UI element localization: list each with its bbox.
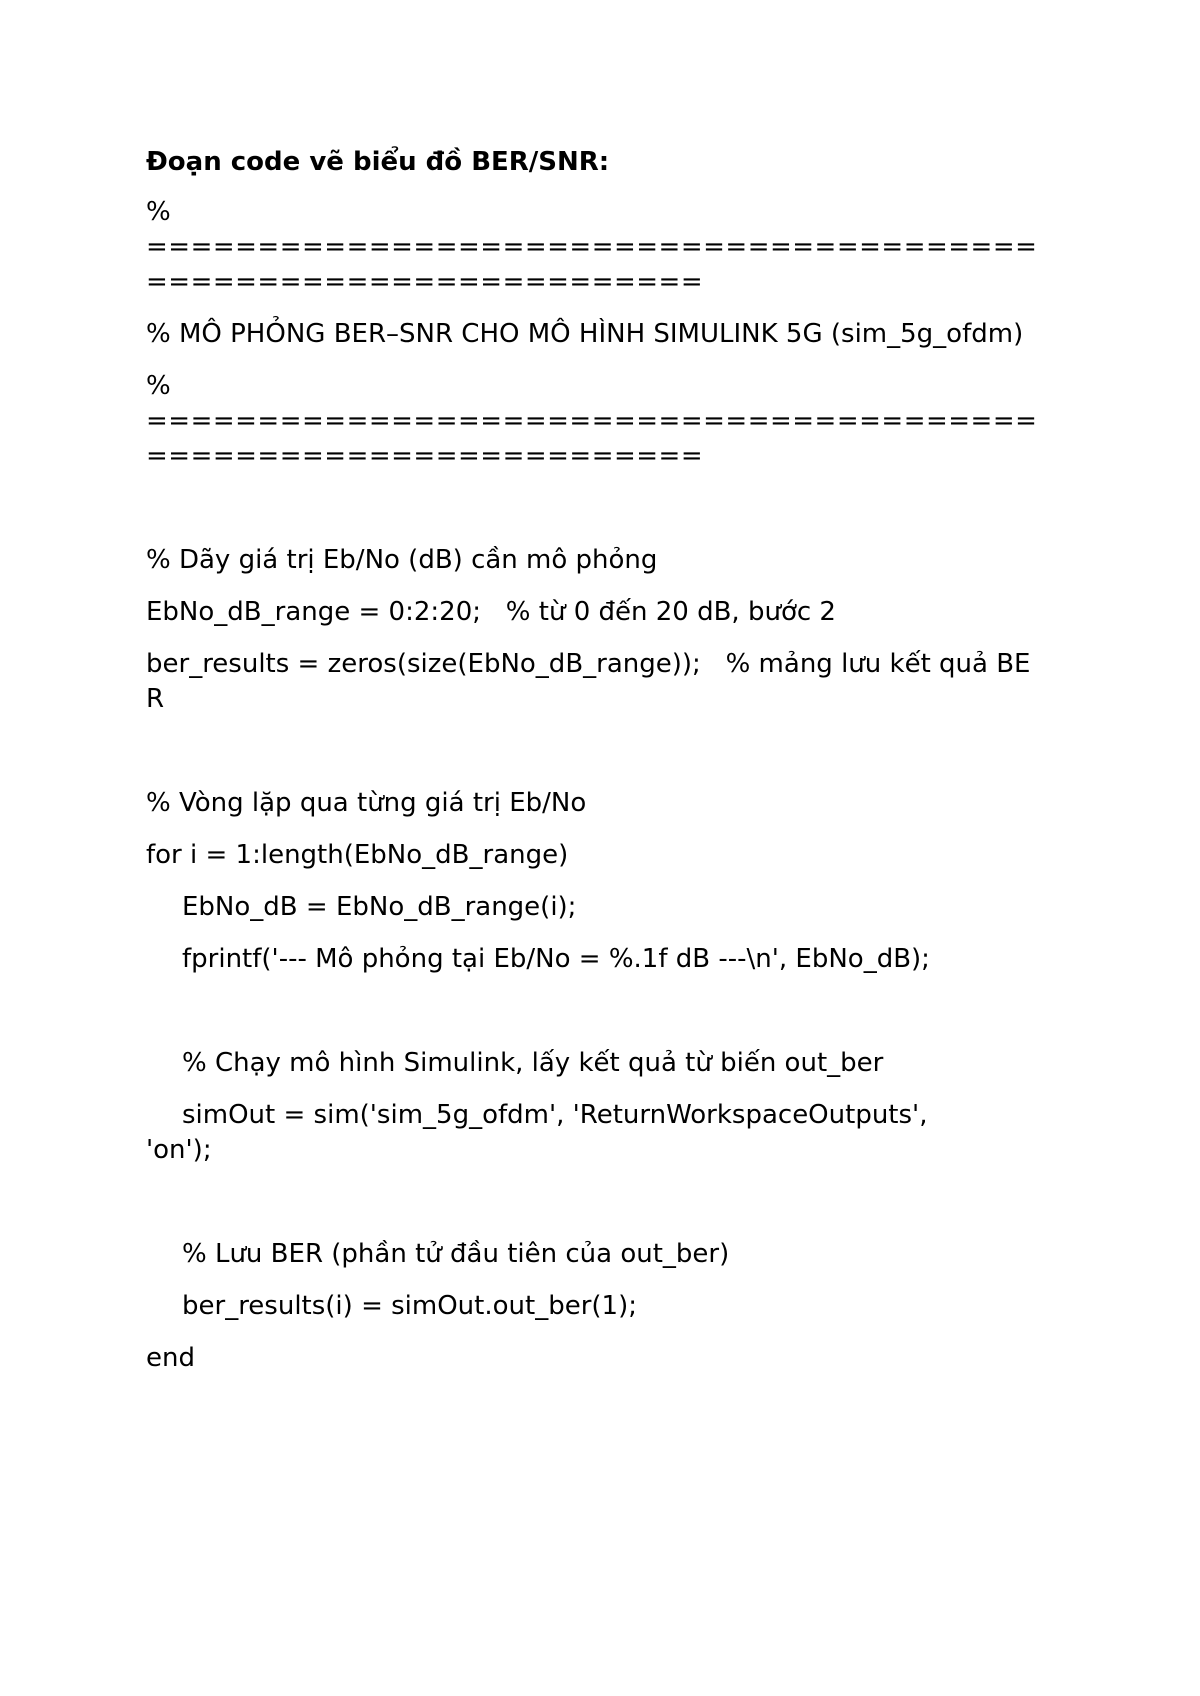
code-comment-ebno-range: % Dãy giá trị Eb/No (dB) cần mô phỏng (146, 545, 658, 575)
code-comment-run-simulink: % Chạy mô hình Simulink, lấy kết quả từ biến out_ber (182, 1048, 884, 1078)
code-line-ber-results: ber_results = zeros(size(EbNo_dB_range)); % mảng lưu kết quả BER (146, 649, 1031, 714)
code-line-for: for i = 1:length(EbNo_dB_range) (146, 840, 569, 870)
code-line-sim-continuation: 'on'); (146, 1135, 212, 1165)
separator-comment-top: % ================================================================= (146, 197, 1038, 297)
blank-line (146, 491, 1046, 543)
code-line-fprintf: fprintf('--- Mô phỏng tại Eb/No = %.1f dB ---\n', EbNo_dB); (182, 944, 930, 974)
separator-comment-bottom: % ================================================================= (146, 371, 1038, 471)
title-comment: % MÔ PHỎNG BER–SNR CHO MÔ HÌNH SIMULINK 5G (sim_5g_ofdm) (146, 319, 1024, 349)
code-line-end: end (146, 1343, 195, 1373)
document-heading: Đoạn code vẽ biểu đồ BER/SNR: (146, 147, 610, 177)
document-body (146, 145, 1046, 1393)
code-line-ber-assign: ber_results(i) = simOut.out_ber(1); (182, 1291, 637, 1321)
code-comment-save-ber: % Lưu BER (phần tử đầu tiên của out_ber) (182, 1239, 730, 1269)
code-comment-loop: % Vòng lặp qua từng giá trị Eb/No (146, 788, 587, 818)
blank-line (146, 734, 1046, 786)
code-line-ebno-assign: EbNo_dB = EbNo_dB_range(i); (182, 892, 577, 922)
blank-line (146, 994, 1046, 1046)
code-line-ebno-range: EbNo_dB_range = 0:2:20; % từ 0 đến 20 dB, bước 2 (146, 597, 836, 627)
blank-line (146, 1185, 1046, 1237)
code-line-sim: simOut = sim('sim_5g_ofdm', 'ReturnWorkspaceOutputs', (182, 1100, 928, 1130)
